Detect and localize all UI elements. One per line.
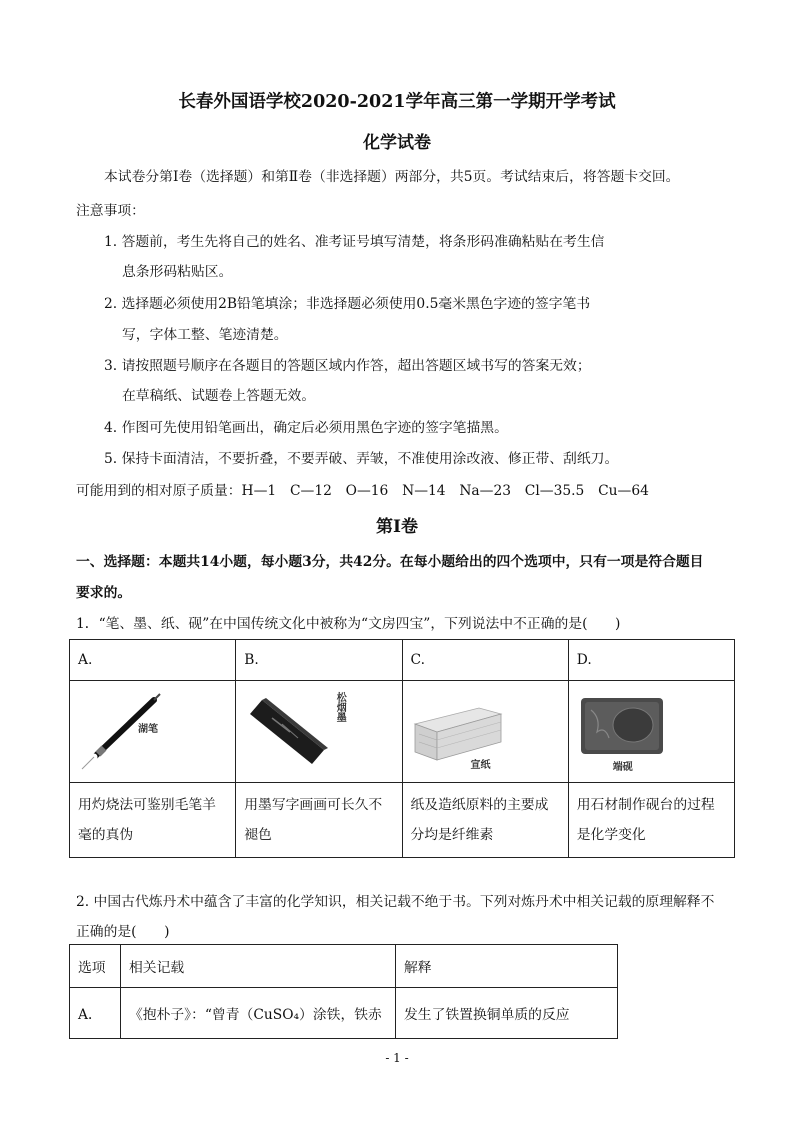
section-instructions-cont: 要求的。 (76, 585, 132, 601)
option-c-image-cell (402, 681, 568, 783)
inkstone-image (575, 690, 728, 774)
ink-stick-caption: 松烟墨 (334, 691, 346, 722)
note-3-cont: 在草稿纸、试题卷上答题无效。 (122, 388, 316, 404)
note-1-cont: 息条形码粘贴区。 (122, 264, 233, 280)
option-d-text: 用石材制作砚台的过程是化学变化 (568, 783, 734, 858)
ink-stick-icon (242, 690, 392, 774)
option-d-label: D. (568, 640, 734, 681)
paper-caption: 宣纸 (470, 759, 491, 771)
option-b-text: 用墨写字画画可长久不褪色 (236, 783, 402, 858)
header-option: 选项 (70, 945, 121, 988)
question-2-stem-cont: 正确的是( ) (76, 924, 170, 940)
header-explanation: 解释 (396, 945, 618, 988)
option-a-label: A. (70, 640, 236, 681)
row-record: 《抱朴子》：“曾青（CuSO₄）涂铁，铁赤 (121, 988, 396, 1039)
question-2-stem: 2. 中国古代炼丹术中蕴含了丰富的化学知识，相关记载不绝于书。下列对炼丹术中相关记载的原理解释不 (76, 894, 715, 910)
option-c-text: 纸及造纸原料的主要成分均是纤维素 (402, 783, 568, 858)
ink-stick-image (242, 690, 395, 774)
option-c-label: C. (402, 640, 568, 681)
note-number: 3. (104, 358, 118, 374)
note-text: 答题前，考生先将自己的姓名、准考证号填写清楚，将条形码准确粘贴在考生信 (121, 234, 605, 250)
intro-line: 本试卷分第Ⅰ卷（选择题）和第Ⅱ卷（非选择题）两部分，共5页。考试结束后，将答题卡交回。 (104, 169, 680, 185)
notice-heading: 注意事项： (76, 203, 145, 219)
inkstone-caption: 端砚 (612, 761, 633, 773)
row-option: A． (70, 988, 121, 1039)
option-b-image-cell (236, 681, 402, 783)
note-2-cont: 写，字体工整、笔迹清楚。 (122, 327, 288, 343)
note-number: 2. (104, 296, 118, 312)
row-explanation: 发生了铁置换铜单质的反应 (396, 988, 618, 1039)
exam-subtitle: 化学试卷 (363, 133, 431, 153)
question-2-table (69, 944, 618, 1039)
note-1 (104, 230, 604, 250)
part-heading: 第Ⅰ卷 (376, 517, 418, 537)
paper-image (409, 690, 562, 774)
option-a-image-cell (70, 681, 236, 783)
note-text: 选择题必须使用2B铅笔填涂；非选择题必须使用0.5毫米黑色字迹的签字笔书 (121, 296, 591, 312)
question-1-stem: 1．“笔、墨、纸、砚”在中国传统文化中被称为“文房四宝”，下列说法中不正确的是( ) (76, 616, 621, 632)
note-3 (104, 354, 591, 374)
note-number: 1. (104, 234, 118, 250)
header-record: 相关记载 (121, 945, 396, 988)
table-row (70, 988, 618, 1039)
section-instructions: 一、选择题：本题共14小题，每小题3分，共42分。在每小题给出的四个选项中，只有一项是符合题目 (76, 554, 704, 570)
note-text: 请按照题号顺序在各题目的答题区域内作答，超出答题区域书写的答案无效； (121, 358, 591, 374)
brush-caption: 湖笔 (138, 723, 158, 735)
note-2 (104, 292, 590, 312)
question-1-options-table (69, 639, 735, 858)
option-b-label: B. (236, 640, 402, 681)
exam-title: 长春外国语学校2020-2021学年高三第一学期开学考试 (178, 92, 616, 112)
atomic-masses: 可能用到的相对原子质量：H—1 C—12 O—16 N—14 Na—23 Cl—35.5 Cu—64 (76, 483, 649, 499)
note-text: 作图可先使用铅笔画出，确定后必须用黑色字迹的签字笔描黑。 (121, 420, 508, 436)
note-number: 4. (104, 420, 118, 436)
option-a-text: 用灼烧法可鉴别毛笔羊毫的真伪 (70, 783, 236, 858)
note-number: 5. (104, 451, 118, 467)
option-d-image-cell (568, 681, 734, 783)
inkstone-icon (575, 690, 725, 774)
note-4 (104, 416, 508, 436)
note-text: 保持卡面清洁，不要折叠，不要弄破、弄皱，不准使用涂改液、修正带、刮纸刀。 (121, 451, 619, 467)
brush-image (76, 690, 229, 774)
note-5 (104, 447, 618, 467)
page-number: - 1 - (385, 1051, 409, 1065)
